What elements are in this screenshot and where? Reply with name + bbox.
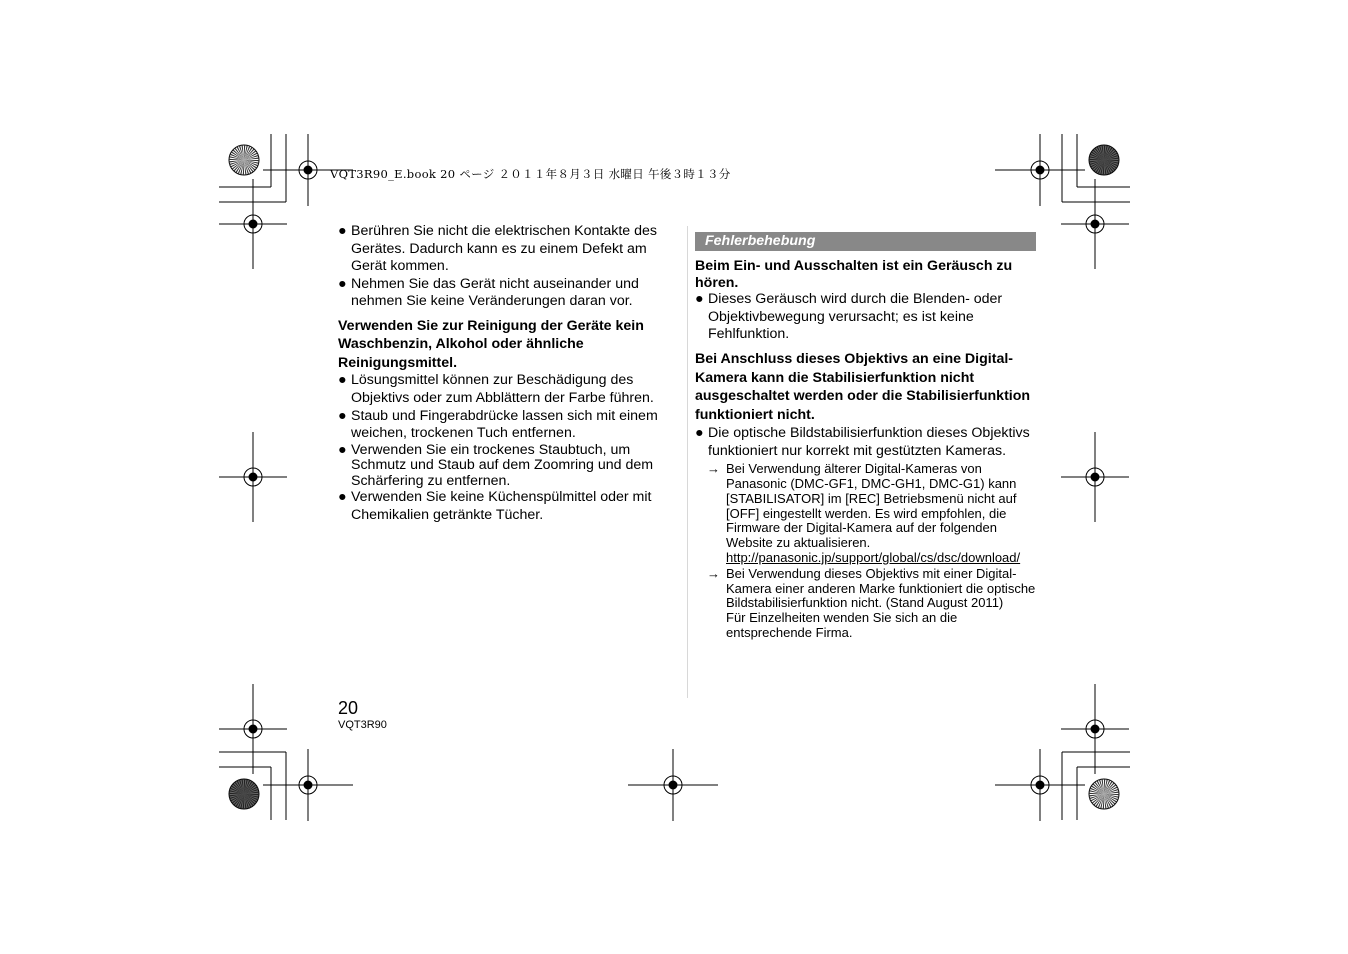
registration-mark-icon bbox=[1061, 684, 1129, 774]
registration-mark-icon bbox=[219, 179, 287, 269]
cleaning-heading: Verwenden Sie zur Reinigung der Geräte kein Waschbenzin, Alkohol oder ähnliche Reinigungsmittel. bbox=[338, 317, 644, 371]
page-number: 20 bbox=[338, 698, 359, 718]
bullet-icon: ● bbox=[338, 441, 347, 458]
list-item: ● Verwenden Sie ein trockenes Staubtuch, um Schmutz und Staub auf dem Zoomring und dem Schärfering zu entfernen. bbox=[338, 441, 654, 489]
registration-mark-icon bbox=[219, 432, 287, 522]
support-link[interactable]: http://panasonic.jp/support/global/cs/dsc/download/ bbox=[726, 549, 1021, 565]
registration-mark-icon bbox=[1061, 179, 1129, 269]
registration-mark-icon bbox=[995, 134, 1085, 206]
right-column bbox=[695, 232, 1040, 641]
list-item: ● Lösungsmittel können zur Beschädigung des Objektivs oder zum Abblättern der Farbe führen. bbox=[338, 372, 654, 407]
bullet-icon: ● bbox=[338, 223, 347, 239]
question-heading: Beim Ein- und Ausschalten ist ein Geräusch zu hören. bbox=[695, 258, 1013, 291]
bullet-icon: ● bbox=[695, 424, 704, 441]
sub-note: → Bei Verwendung älterer Digital-Kameras von Panasonic (DMC-GF1, DMC-GH1, DMC-G1) kann [STABILISATOR] im [REC] Betriebsmenü nicht auf [OFF] eingestellt werden. Es wird empfohlen, die Firmware der Digital-Kamera auf der folgenden Website zu aktualisieren. http://panasonic.jp/support/global/cs/dsc/download/ bbox=[707, 461, 1021, 565]
sub-note: → Bei Verwendung dieses Objektivs mit einer Digital-Kamera einer anderen Marke funktioniert die optische Bildstabilisierfunktion nicht. (Stand August 2011) Für Einzelheiten wenden Sie sich an die entsprechende Firma. bbox=[707, 565, 1036, 640]
left-column bbox=[338, 223, 678, 525]
arrow-icon: → bbox=[707, 461, 720, 477]
bullet-icon: ● bbox=[695, 291, 704, 307]
registration-mark-icon bbox=[1061, 432, 1129, 522]
question-heading: Bei Anschluss dieses Objektivs an eine Digital-Kamera kann die Stabilisierfunktion nicht ausgeschaltet werden oder die Stabilisierfunktion funktioniert nicht. bbox=[695, 350, 1031, 424]
registration-mark-icon bbox=[628, 749, 718, 821]
star-target-icon bbox=[1089, 779, 1119, 809]
list-item: ● Berühren Sie nicht die elektrischen Kontakte des Gerätes. Dadurch kann es zu einem Defekt am Gerät kommen. bbox=[338, 223, 658, 275]
star-target-icon bbox=[229, 779, 259, 809]
list-item: ● Nehmen Sie das Gerät nicht auseinander und nehmen Sie keine Veränderungen daran vor. bbox=[338, 275, 639, 310]
book-header-line: VQT3R90_E.book 20 ページ ２０１１年８月３日 水曜日 午後３時１３分 bbox=[330, 167, 731, 181]
star-target-icon bbox=[229, 145, 259, 175]
bullet-icon: ● bbox=[338, 372, 347, 389]
list-item: ● Dieses Geräusch wird durch die Blenden- oder Objektivbewegung verursacht; es ist keine Fehlfunktion. bbox=[695, 291, 1003, 343]
bullet-icon: ● bbox=[338, 275, 347, 292]
section-title: Fehlerbehebung bbox=[695, 232, 1036, 251]
bullet-icon: ● bbox=[338, 407, 347, 424]
column-divider bbox=[687, 226, 688, 698]
bullet-icon: ● bbox=[338, 489, 347, 506]
list-item: ● Staub und Fingerabdrücke lassen sich mit einem weichen, trockenen Tuch entfernen. bbox=[338, 407, 658, 442]
list-item: ● Die optische Bildstabilisierfunktion dieses Objektivs funktioniert nur korrekt mit gestützten Kameras. bbox=[695, 424, 1030, 459]
document-code: VQT3R90 bbox=[338, 719, 387, 731]
registration-mark-icon bbox=[219, 684, 287, 774]
registration-mark-icon bbox=[263, 749, 353, 821]
list-item: ● Verwenden Sie keine Küchenspülmittel oder mit Chemikalien getränkte Tücher. bbox=[338, 489, 652, 523]
arrow-icon: → bbox=[707, 565, 720, 581]
registration-mark-icon bbox=[995, 749, 1085, 821]
star-target-icon bbox=[1089, 145, 1119, 175]
